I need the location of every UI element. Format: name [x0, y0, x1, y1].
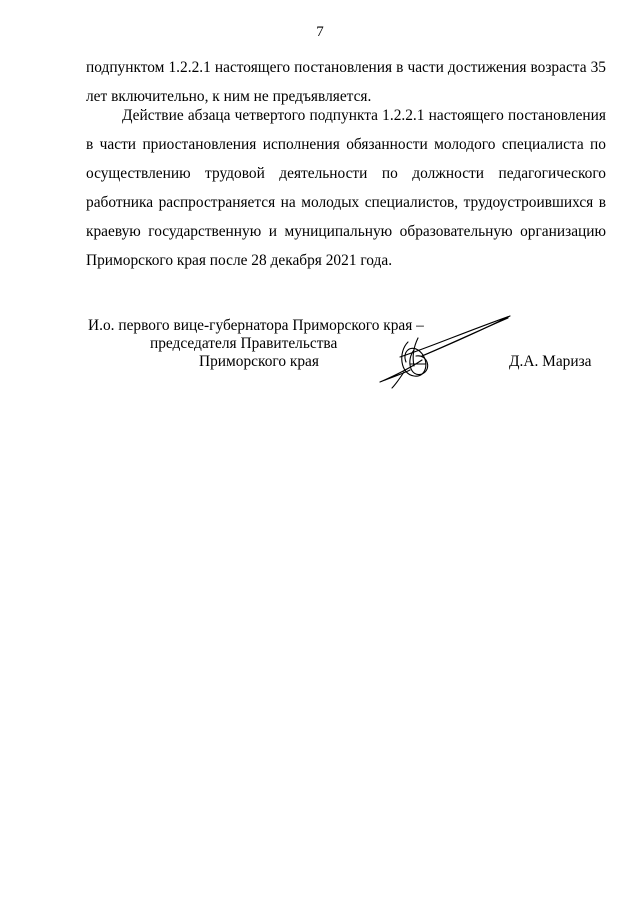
paragraph-line: Приморского края после 28 декабря 2021 года.: [86, 252, 393, 269]
paragraph-effect-clause: [86, 101, 606, 275]
paragraph-line: работника распространяется на молодых специалистов, трудоустроившихся в: [86, 194, 606, 211]
signatory-name: Д.А. Мариза: [509, 353, 592, 370]
paragraph-line: Действие абзаца четвертого подпункта 1.2.2.1 настоящего постановления: [122, 107, 606, 124]
page-number: 7: [316, 24, 324, 40]
handwritten-signature: [370, 312, 520, 392]
signatory-position-line3: Приморского края: [199, 353, 319, 370]
signatory-position-line1: И.о. первого вице-губернатора Приморского края –: [88, 317, 424, 334]
paragraph-line: лет включительно, к ним не предъявляется.: [86, 88, 372, 105]
paragraph-line: в части приостановления исполнения обязанности молодого специалиста по: [86, 136, 606, 153]
signature-block: [0, 312, 640, 392]
paragraph-line: краевую государственную и муниципальную образовательную организацию: [86, 223, 606, 240]
paragraph-line: осуществлению трудовой деятельности по должности педагогического: [86, 165, 606, 182]
signatory-position-line2: председателя Правительства: [150, 335, 338, 352]
paragraph-line: подпунктом 1.2.2.1 настоящего постановления в части достижения возраста 35: [86, 59, 606, 76]
